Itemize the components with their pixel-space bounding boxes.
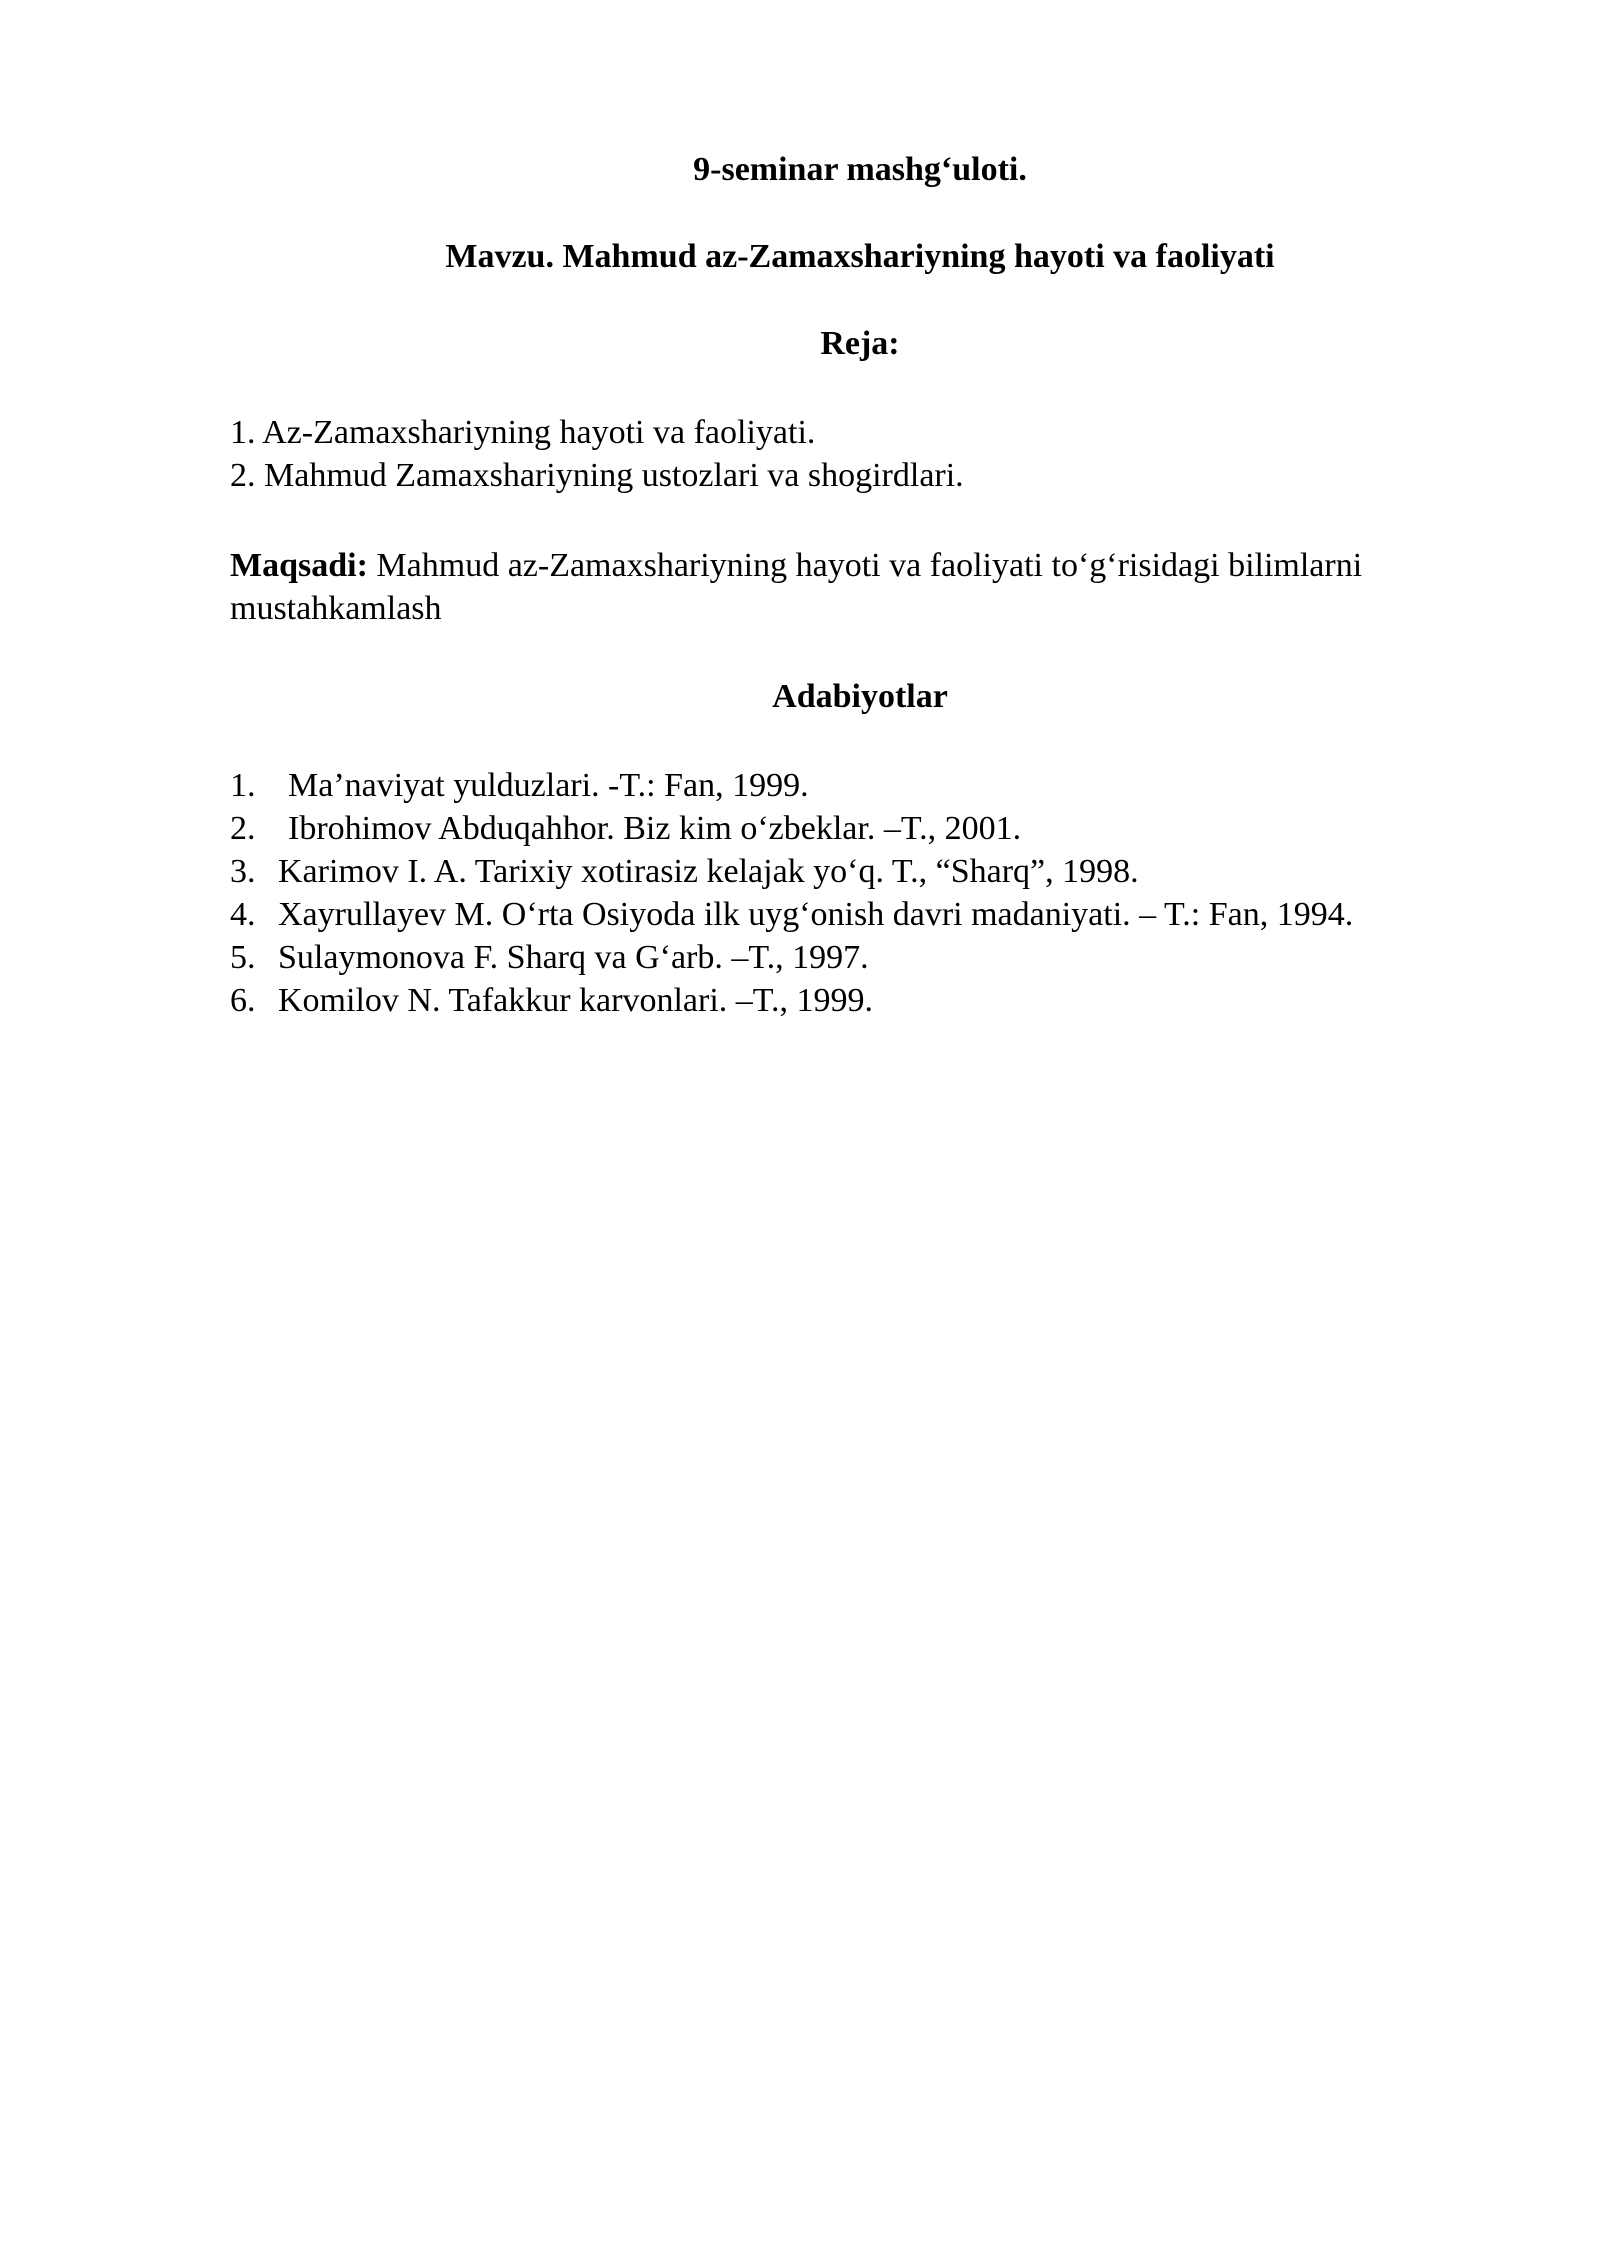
references-heading: Adabiyotlar: [772, 678, 948, 715]
purpose-paragraph: [230, 544, 1490, 630]
plan-heading: Reja:: [820, 325, 900, 362]
reference-number: 5.: [230, 939, 256, 976]
reference-item: [230, 850, 1490, 893]
reference-text: Komilov N. Tafakkur karvonlari. –T., 1999.: [278, 982, 874, 1019]
plan-item: 2. Mahmud Zamaxshariyning ustozlari va shogirdlari.: [230, 457, 964, 494]
reference-item: [230, 893, 1490, 936]
topic-heading: Mavzu. Mahmud az-Zamaxshariyning hayoti va faoliyati: [445, 238, 1275, 275]
reference-text: Xayrullayev M. O‘rta Osiyoda ilk uyg‘onish davri madaniyati. – T.: Fan, 1994.: [278, 896, 1354, 933]
reference-number: 2.: [230, 810, 256, 847]
references-list: [230, 764, 1490, 1022]
reference-text: Ma’naviyat yulduzlari. -T.: Fan, 1999.: [288, 767, 809, 804]
page-title: 9-seminar mashg‘uloti.: [693, 151, 1027, 188]
reference-number: 4.: [230, 896, 256, 933]
reference-text: Karimov I. A. Tarixiy xotirasiz kelajak yo‘q. T., “Sharq”, 1998.: [278, 853, 1139, 890]
purpose-label: Maqsadi:: [230, 547, 368, 584]
document-content: [230, 150, 1490, 1022]
plan-item: 1. Az-Zamaxshariyning hayoti va faoliyati.: [230, 414, 816, 451]
reference-text: Ibrohimov Abduqahhor. Biz kim o‘zbeklar. –T., 2001.: [288, 810, 1022, 847]
reference-item: [230, 764, 1490, 807]
reference-number: 3.: [230, 853, 256, 890]
reference-text: Sulaymonova F. Sharq va G‘arb. –T., 1997.: [278, 939, 869, 976]
reference-number: 1.: [230, 767, 256, 804]
plan-list: [230, 411, 1490, 497]
reference-item: [230, 936, 1490, 979]
reference-item: [230, 979, 1490, 1022]
reference-number: 6.: [230, 982, 256, 1019]
reference-item: [230, 807, 1490, 850]
purpose-text: Mahmud az-Zamaxshariyning hayoti va faoliyati to‘g‘risidagi bilimlarni mustahkamlash: [230, 547, 1363, 627]
